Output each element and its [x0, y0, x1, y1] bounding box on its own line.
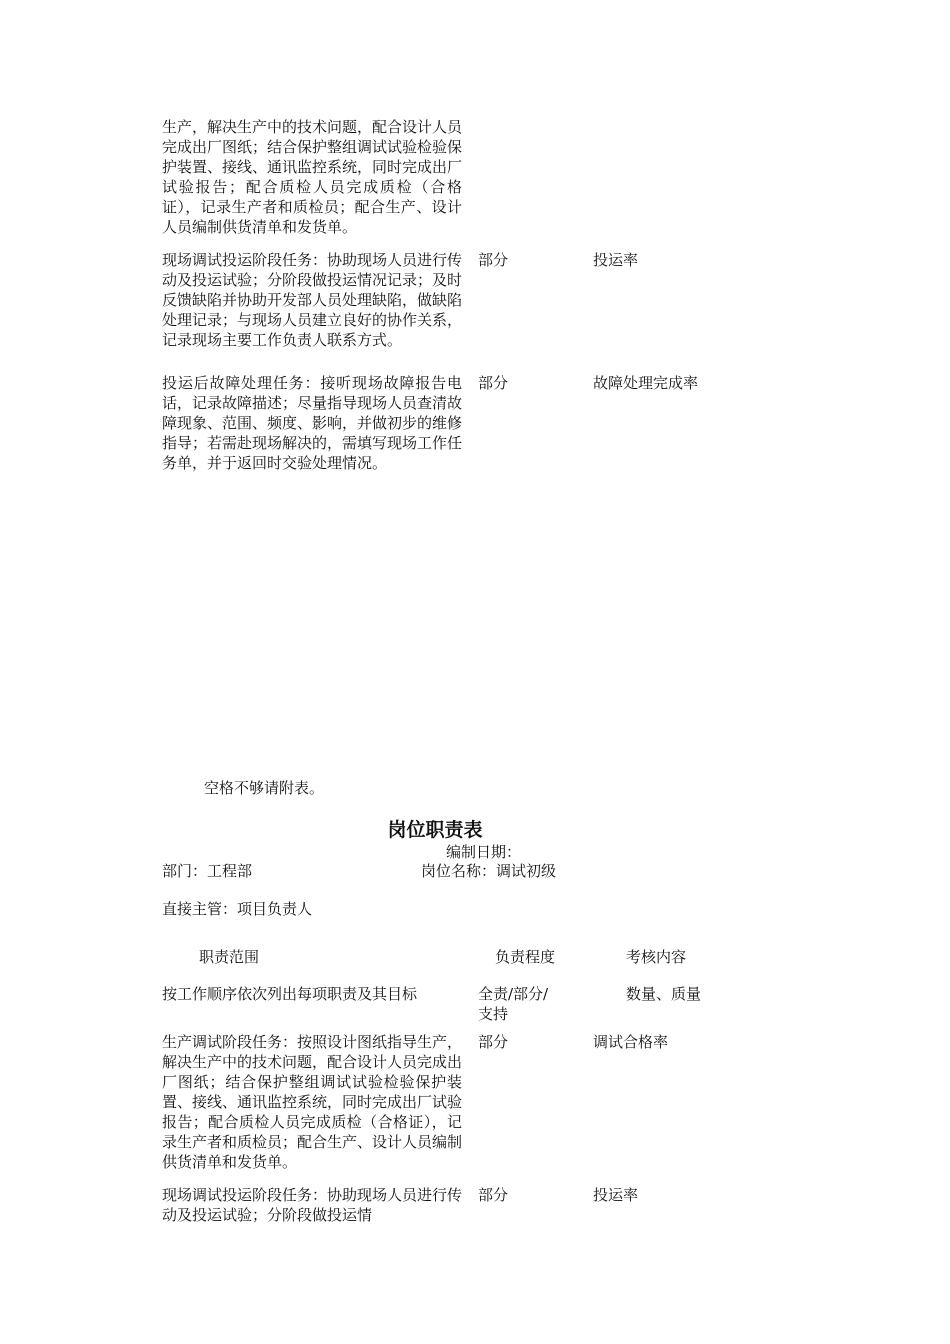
supervisor-label: 直接主管：项目负责人	[162, 900, 313, 918]
position-label: 岗位名称：调试初级	[421, 862, 557, 880]
header-content: 考核内容	[626, 948, 687, 966]
form-duty-content-2: 投运率	[593, 1186, 639, 1204]
duty-content-3: 故障处理完成率	[593, 374, 699, 392]
compile-date-label: 编制日期：	[446, 843, 522, 861]
form-duty-degree-2: 部分	[478, 1186, 509, 1204]
header-degree: 负责程度	[495, 948, 556, 966]
duty-degree-3: 部分	[478, 374, 509, 392]
duty-text-3: 投运后故障处理任务：接听现场故障报告电话，记录故障描述；尽量指导现场人员查清故障现象、范围、频度、影响，并做初步的维修指导；若需赴现场解决的，需填写现场工作任务单，并于返回时交验处理情况。	[162, 374, 463, 472]
department-label: 部门：工程部	[162, 862, 253, 880]
duty-text-1: 生产，解决生产中的技术问题，配合设计人员完成出厂图纸；结合保护整组调试试验检验保护装置、接线、通讯监控系统，同时完成出厂试验报告；配合质检人员完成质检（合格证），记录生产者和质检员；配合生产、设计人员编制供货清单和发货单。	[162, 118, 463, 236]
duty-text-2: 现场调试投运阶段任务：协助现场人员进行传动及投运试验；分阶段做投运情况记录；及时反馈缺陷并协助开发部人员处理缺陷，做缺陷处理记录；与现场人员建立良好的协作关系，记录现场主要工作负责人联系方式。	[162, 251, 463, 349]
form-title: 岗位职责表	[387, 819, 483, 841]
intro-scope: 按工作顺序依次列出每项职责及其目标	[162, 985, 418, 1003]
form-duty-text-1: 生产调试阶段任务：按照设计图纸指导生产，解决生产中的技术问题，配合设计人员完成出厂图纸；结合保护整组调试试验检验保护装置、接线、通讯监控系统，同时完成出厂试验报告；配合质检人员完成质检（合格证），记录生产者和质检员；配合生产、设计人员编制供货清单和发货单。	[162, 1033, 463, 1171]
form-duty-content-1: 调试合格率	[593, 1033, 669, 1051]
form-duty-text-2: 现场调试投运阶段任务：协助现场人员进行传动及投运试验；分阶段做投运情	[162, 1186, 463, 1224]
attachment-note: 空格不够请附表。	[204, 779, 325, 797]
intro-content: 数量、质量	[626, 985, 702, 1003]
form-duty-degree-1: 部分	[478, 1033, 509, 1051]
header-scope: 职责范围	[199, 948, 260, 966]
duty-content-2: 投运率	[593, 251, 639, 269]
intro-degree: 全责/部分/支持	[478, 985, 549, 1023]
duty-degree-2: 部分	[478, 251, 509, 269]
